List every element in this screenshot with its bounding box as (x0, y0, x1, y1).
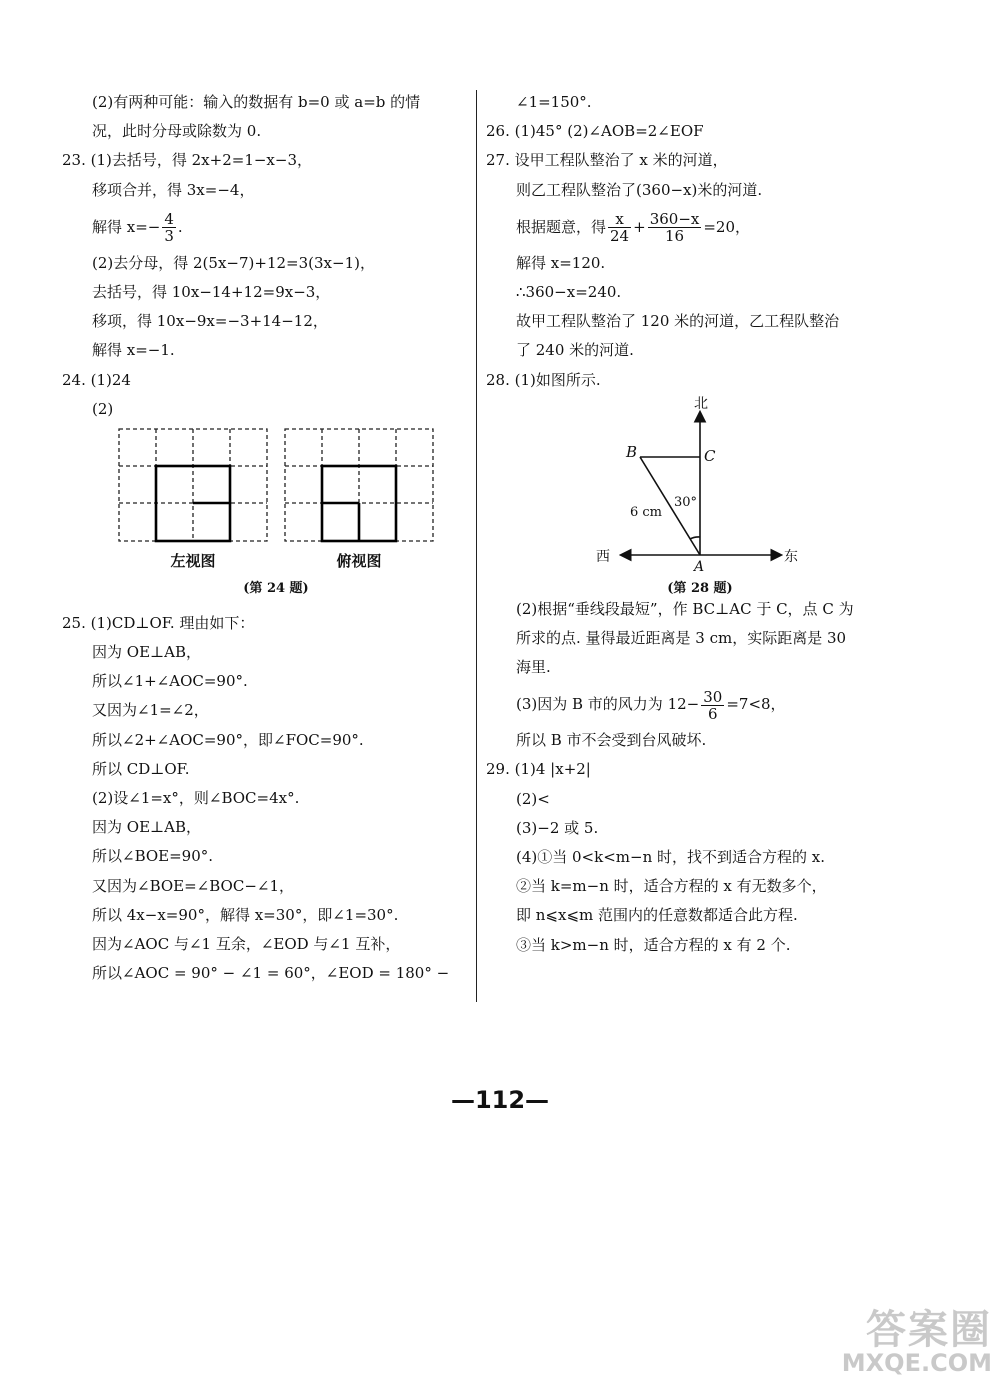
text-line: 了 240 米的河道. (516, 341, 634, 360)
point-b-label: B (626, 442, 638, 461)
text-line: 况，此时分母或除数为 0. (92, 122, 262, 141)
wind-line: (3)因为 B 市的风力为 12− $\frac{30}{6}$ =7<8， (516, 687, 786, 723)
length-label: 6 cm (630, 504, 663, 520)
fraction: $\frac{4}{3}$ (164, 210, 174, 246)
left-view-grid (118, 428, 268, 544)
right-column (486, 88, 906, 960)
text-line: 故甲工程队整治了 120 米的河道，乙工程队整治 (516, 312, 840, 331)
fraction-wind: $\frac{30}{6}$ (703, 687, 723, 723)
left-column (62, 88, 472, 988)
text-line: (2)有两种可能：输入的数据有 b=0 或 a=b 的情 (92, 93, 421, 111)
fraction-2: $\frac{360-x}{16}$ (649, 210, 700, 246)
watermark-logo: 答案圈 (866, 1307, 992, 1353)
fraction-1: $\frac{x}{24}$ (610, 210, 630, 246)
top-view-label: 俯视图 (336, 551, 382, 570)
text-line: 海里. (516, 658, 551, 677)
text-line: (2)< (516, 789, 550, 808)
point-a-label: A (694, 558, 705, 575)
text-line: (2)根据“垂线段最短”，作 BC⊥AC 于 C，点 C 为 (516, 599, 854, 618)
watermark-url: MXQE.COM (841, 1349, 992, 1377)
text-line: 所以∠AOC = 90° − ∠1 = 60°，∠EOD = 180° − (92, 964, 450, 983)
left-lines-a (62, 88, 472, 205)
text-line: ∠1=150°. (516, 93, 592, 111)
text-line: 解得 x=120. (516, 253, 606, 272)
east-label: 东 (784, 548, 798, 565)
left-lines-c (62, 609, 472, 988)
text-line: 26. (1)45° (2)∠AOB=2∠EOF (486, 122, 704, 141)
figure-24-caption: (第 24 题) (243, 580, 309, 596)
text-line: ②当 k=m−n 时，适合方程的 x 有无数多个， (516, 877, 827, 896)
figure-28-caption: (第 28 题) (667, 580, 733, 596)
text-line: 解得 x=−1. (92, 341, 175, 360)
text-line: (2)去分母，得 2(5x−7)+12=3(3x−1)， (92, 253, 375, 272)
text-line: 23. (1)去括号，得 2x+2=1−x−3， (62, 151, 313, 170)
text-line: 又因为∠BOE=∠BOC−∠1， (92, 876, 295, 895)
text-line: (2) (92, 399, 114, 418)
column-divider (476, 90, 477, 1002)
figure-24-views (118, 424, 472, 609)
right-lines-c (486, 595, 906, 683)
text-line: (3)−2 或 5. (516, 818, 599, 837)
text-line: ∴360−x=240. (516, 282, 622, 301)
west-label: 西 (596, 548, 610, 565)
left-view-label: 左视图 (170, 551, 216, 570)
text-line: 又因为∠1=∠2， (92, 701, 209, 720)
text-line: 去括号，得 10x−14+12=9x−3， (92, 282, 331, 301)
text-line: 因为 OE⊥AB， (92, 643, 201, 662)
figure-28-diagram (582, 395, 906, 595)
page-number: —112— (450, 1086, 550, 1114)
equation-line: 根据题意，得 $\frac{x}{24}$ + $\frac{360-x}{16}$ =20， (516, 210, 751, 246)
text-line: 所以 B 市不会受到台风破坏. (516, 731, 707, 750)
text-line: 所求的点. 量得最近距离是 3 cm，实际距离是 30 (516, 628, 847, 647)
text-line: (2)设∠1=x°，则∠BOC=4x°. (92, 789, 300, 807)
text-line: 27. 设甲工程队整治了 x 米的河道， (486, 151, 728, 170)
text-line: 所以 4x−x=90°，解得 x=30°，即∠1=30°. (92, 905, 399, 924)
text-line: 所以 CD⊥OF. (92, 759, 190, 778)
north-label: 北 (694, 395, 708, 412)
point-c-label: C (704, 446, 716, 465)
text-line: 移项合并，得 3x=−4， (92, 180, 255, 199)
solution-line-fraction: 解得 x=− $\frac{4}{3}$ . (92, 210, 183, 246)
right-lines-a (486, 88, 906, 205)
right-lines-b (486, 249, 906, 395)
text-line: (4)①当 0<k<m−n 时，找不到适合方程的 x. (516, 848, 826, 866)
angle-arc (690, 537, 700, 539)
angle-label: 30° (674, 494, 698, 510)
text-line: 则乙工程队整治了(360−x)米的河道. (516, 180, 763, 199)
watermark (802, 1298, 992, 1377)
text-line: 因为 OE⊥AB， (92, 818, 201, 837)
text-line: 即 n⩽x⩽m 范围内的任意数都适合此方程. (516, 906, 798, 925)
text-line: 所以∠2+∠AOC=90°，即∠FOC=90°. (92, 730, 364, 749)
text-line: 所以∠BOE=90°. (92, 847, 214, 866)
text-line: 移项，得 10x−9x=−3+14−12， (92, 312, 328, 331)
text-line: 28. (1)如图所示. (486, 370, 601, 389)
top-view-grid (284, 428, 434, 544)
left-lines-b (62, 249, 472, 424)
right-lines-d (486, 726, 906, 960)
text-line: 25. (1)CD⊥OF. 理由如下： (62, 613, 255, 632)
text-line: 所以∠1+∠AOC=90°. (92, 672, 248, 691)
text-line: ③当 k>m−n 时，适合方程的 x 有 2 个. (516, 935, 791, 954)
text-line: 29. (1)4 |x+2| (486, 760, 591, 779)
text-line: 24. (1)24 (62, 370, 131, 389)
text-line: 因为∠AOC 与∠1 互余，∠EOD 与∠1 互补， (92, 934, 401, 953)
